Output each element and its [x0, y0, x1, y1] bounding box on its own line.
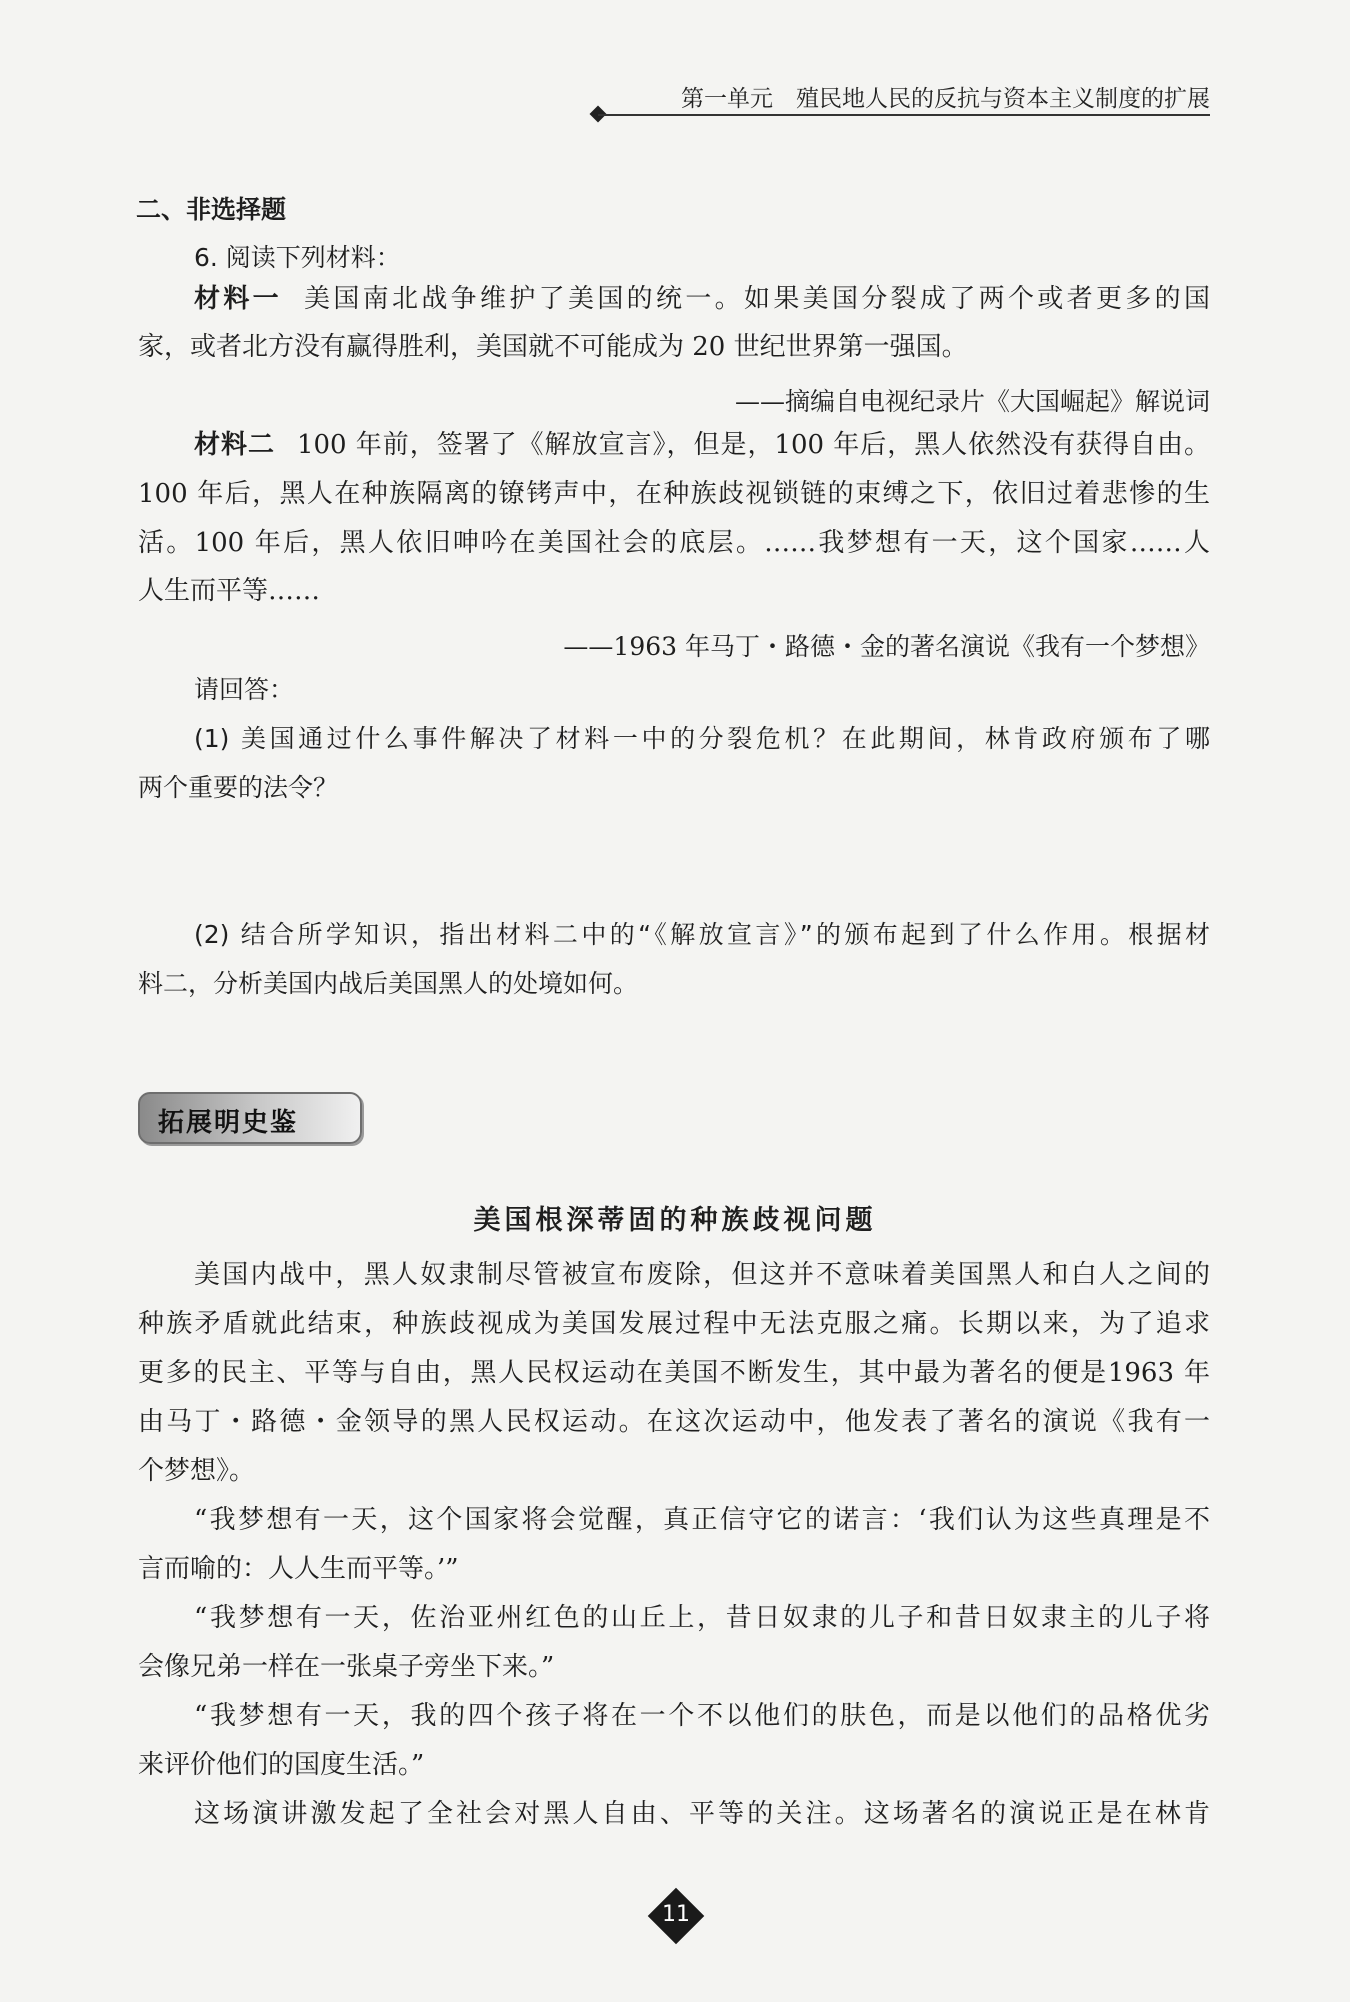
material2-text3: 活。100 年后，黑人依旧呻吟在美国社会的底层。……我梦想有一天，这个国家……人 [138, 528, 1210, 558]
material2-line4: 人生而平等…… [138, 576, 321, 606]
article-p3-text1: “我梦想有一天，佐治亚州红色的山丘上，昔日奴隶的儿子和昔日奴隶主的儿子将 [194, 1603, 1210, 1633]
article-p5-text1: 这场演讲激发起了全社会对黑人自由、平等的关注。这场著名的演说正是在林肯 [194, 1799, 1210, 1829]
article-p1-line3 [138, 1360, 1210, 1386]
subquestion2-line2: 料二，分析美国内战后美国黑人的处境如何。 [138, 969, 639, 998]
material2-text1: 100 年前，签署了《解放宣言》，但是，100 年后，黑人依然没有获得自由。 [296, 430, 1210, 460]
article-p2-line1 [194, 1507, 1210, 1533]
article-p1-text1: 美国内战中，黑人奴隶制尽管被宣布废除，但这并不意味着美国黑人和白人之间的 [194, 1260, 1210, 1290]
article-p1-line1 [194, 1262, 1210, 1288]
article-p1-text3: 更多的民主、平等与自由，黑人民权运动在美国不断发生，其中最为著名的便是1963 年 [138, 1358, 1210, 1388]
extension-badge-label: 拓展明史鉴 [158, 1108, 299, 1138]
page-number-badge [648, 1888, 704, 1944]
article-p3-line2: 会像兄弟一样在一张桌子旁坐下来。” [138, 1652, 555, 1682]
material1-label: 材料一 [194, 284, 282, 314]
running-header: 第一单元 殖民地人民的反抗与资本主义制度的扩展 [681, 86, 1210, 112]
material1-line2: 家，或者北方没有赢得胜利，美国就不可能成为 20 世纪世界第一强国。 [138, 332, 968, 362]
material2-source: ——1963 年马丁・路德・金的著名演说《我有一个梦想》 [563, 632, 1210, 661]
subquestion2-line1 [194, 922, 1210, 947]
material2-text2: 100 年后，黑人在种族隔离的镣铐声中，在种族歧视锁链的束缚之下，依旧过着悲惨的生 [138, 479, 1210, 509]
article-p4-text1: “我梦想有一天，我的四个孩子将在一个不以他们的肤色，而是以他们的品格优劣 [194, 1701, 1210, 1731]
question-intro: 6. 阅读下列材料： [194, 243, 401, 272]
header-rule [598, 114, 1210, 116]
subquestion1-line2: 两个重要的法令？ [138, 773, 339, 802]
article-p4-line2: 来评价他们的国度生活。” [138, 1750, 425, 1780]
article-p5-line1 [194, 1801, 1210, 1827]
subquestion2-text1: (2) 结合所学知识，指出材料二中的“《解放宣言》”的颁布起到了什么作用。根据材 [194, 920, 1210, 949]
article-p2-text1: “我梦想有一天，这个国家将会觉醒，真正信守它的诺言：‘我们认为这些真理是不 [194, 1505, 1210, 1535]
material2-line1 [194, 432, 1210, 458]
article-p1-line4 [138, 1409, 1210, 1435]
section-title: 二、非选择题 [136, 195, 287, 224]
page-number: 11 [662, 1902, 690, 1927]
material2-line2 [138, 481, 1210, 507]
article-p2-line2: 言而喻的：人人生而平等。’” [138, 1554, 459, 1584]
article-p1-line5: 个梦想》。 [138, 1456, 256, 1486]
material2-line3 [138, 530, 1210, 556]
article-p1-line2 [138, 1311, 1210, 1337]
article-p1-text2: 种族矛盾就此结束，种族歧视成为美国发展过程中无法克服之痛。长期以来，为了追求 [138, 1309, 1210, 1339]
article-p4-line1 [194, 1703, 1210, 1729]
article-p3-line1 [194, 1605, 1210, 1631]
article-p1-text4: 由马丁・路德・金领导的黑人民权运动。在这次运动中，他发表了著名的演说《我有一 [138, 1407, 1210, 1437]
article-title: 美国根深蒂固的种族歧视问题 [473, 1205, 877, 1236]
material1-source: ——摘编自电视纪录片《大国崛起》解说词 [734, 387, 1210, 416]
answer-prompt: 请回答： [194, 675, 295, 704]
subquestion1-line1 [194, 726, 1210, 751]
material1-line1 [194, 286, 1210, 312]
material1-text1: 美国南北战争维护了美国的统一。如果美国分裂成了两个或者更多的国 [304, 284, 1210, 314]
material2-label: 材料二 [194, 430, 275, 460]
extension-badge [138, 1092, 362, 1144]
subquestion1-text1: (1) 美国通过什么事件解决了材料一中的分裂危机？在此期间，林肯政府颁布了哪 [194, 724, 1210, 753]
